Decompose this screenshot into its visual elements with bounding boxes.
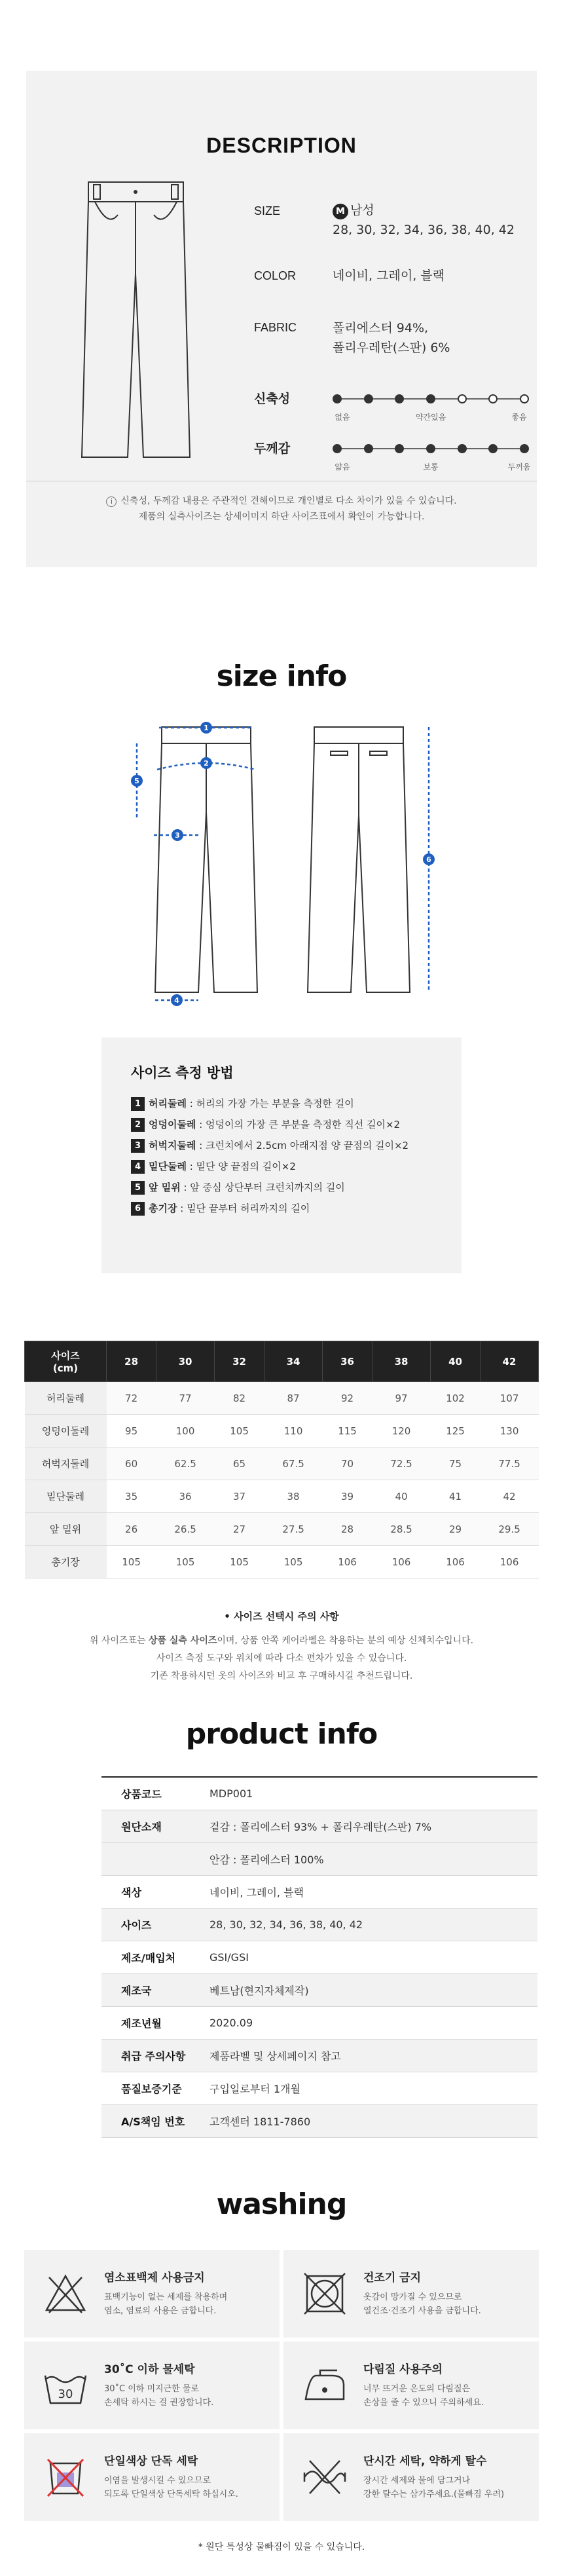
size-table-row [25, 1415, 539, 1447]
product-info-key: 제조년월 [121, 2017, 162, 2030]
size-cell: 105 [214, 1546, 264, 1578]
size-value [333, 200, 515, 240]
caution-line-2: 사이즈 측정 도구와 위치에 따라 다소 편차가 있을 수 있습니다. [156, 1653, 407, 1664]
wash-item [24, 2433, 280, 2521]
product-info-row [101, 1810, 537, 1842]
thickness-tick-low: 얇음 [335, 462, 350, 472]
size-cell: 67.5 [264, 1447, 323, 1480]
size-cell: 95 [107, 1415, 156, 1447]
size-cell: 29 [430, 1513, 480, 1546]
size-cell: 29.5 [481, 1513, 539, 1546]
size-cell: 105 [107, 1546, 156, 1578]
size-table-row [25, 1480, 539, 1513]
product-info-key: 원단소재 [101, 1810, 209, 1842]
product-info-value: 네이비, 그레이, 블랙 [209, 1886, 304, 1899]
scale-dot [395, 444, 404, 453]
size-row-label: 밑단둘레 [25, 1480, 107, 1513]
wash-item-desc: 30˚C 이하 미지근한 물로 손세탁 하시는 걸 권장합니다. [104, 2384, 214, 2408]
size-header-cell: 32 [214, 1341, 264, 1382]
size-cell: 120 [372, 1415, 431, 1447]
svg-text:30: 30 [58, 2387, 73, 2401]
size-cell: 27 [214, 1513, 264, 1546]
thickness-label: 두께감 [254, 441, 291, 456]
marker-label-4: 4 [174, 996, 179, 1005]
size-info-title: size info [216, 660, 347, 693]
size-cell: 106 [372, 1546, 431, 1578]
size-table-row [25, 1382, 539, 1415]
stretch-tick-mid: 약간있음 [415, 413, 446, 422]
size-cell: 77 [156, 1382, 215, 1415]
size-header-cell: 42 [481, 1341, 539, 1382]
no-wring-icon [300, 2453, 349, 2501]
measure-row: 3 허벅지둘레 : 크런치에서 2.5cm 아래지점 양 끝점의 길이×2 [131, 1138, 409, 1155]
size-cell: 130 [481, 1415, 539, 1447]
scale-dot [333, 444, 342, 453]
wash-item-desc: 이염을 발생시킬 수 있으므로 되도록 단일색상 단독세탁 하십시오. [104, 2476, 238, 2499]
no-tumble-dry-icon [300, 2269, 349, 2318]
measure-guide-panel [101, 1037, 462, 1273]
marker-label-6: 6 [426, 855, 431, 864]
size-row-label: 허리둘레 [25, 1382, 107, 1415]
measure-row: 4 밑단둘레 : 밑단 양 끝점의 길이×2 [131, 1159, 296, 1176]
product-info-row [101, 1875, 537, 1908]
size-label: SIZE [254, 204, 281, 217]
caution-heading: • 사이즈 선택시 주의 사항 [224, 1611, 339, 1622]
product-info-row [101, 1908, 537, 1941]
pants-front-illustration [62, 176, 209, 464]
size-header-cell: 34 [264, 1341, 323, 1382]
size-row-label: 허벅지둘레 [25, 1447, 107, 1480]
wash-item [283, 2250, 539, 2338]
wash-item-desc: 장시간 세제와 물에 담그거나 강한 탈수는 삼가주세요.(물빠짐 우려) [363, 2476, 505, 2499]
product-info-value: 구입일로부터 1개월 [209, 2082, 300, 2095]
product-info-key: 사이즈 [101, 1908, 209, 1941]
product-info-row [101, 2072, 537, 2104]
washing-title: washing [216, 2188, 347, 2221]
product-info-row [101, 1842, 537, 1875]
info-icon: i [106, 496, 117, 507]
size-header-cell: 40 [430, 1341, 480, 1382]
wash-30-icon [41, 2361, 90, 2410]
size-cell: 65 [214, 1447, 264, 1480]
product-info-value: 고객센터 1811-7860 [209, 2104, 537, 2137]
wash-item-title: 다림질 사용주의 [363, 2363, 443, 2376]
size-header-label: 사이즈 (cm) [25, 1341, 107, 1382]
size-cell: 105 [214, 1415, 264, 1447]
size-cell: 70 [322, 1447, 372, 1480]
size-cell: 106 [430, 1546, 480, 1578]
measure-row: 5 앞 밑위 : 앞 중심 상단부터 크런치까지의 길이 [131, 1180, 345, 1197]
note-line-1: 신축성, 두께감 내용은 주관적인 견해이므로 개인별로 다소 차이가 있을 수 있습니다. [120, 496, 457, 506]
note-line-2: 제품의 실측사이즈는 상세이미지 하단 사이즈표에서 확인이 가능합니다. [138, 512, 425, 522]
wash-item [283, 2342, 539, 2429]
size-cell: 38 [264, 1480, 323, 1513]
thickness-scale [333, 444, 529, 453]
fabric-line-2: 폴리우레탄(스판) 6% [333, 341, 450, 355]
size-cell: 92 [322, 1382, 372, 1415]
size-table [24, 1341, 539, 1578]
product-info-value: 안감 : 폴리에스터 100% [209, 1842, 537, 1875]
product-info-key: 취급 주의사항 [101, 2039, 209, 2072]
product-info-row [101, 2006, 537, 2039]
size-table-row [25, 1447, 539, 1480]
stretch-tick-low: 없음 [335, 413, 350, 422]
size-cell: 105 [156, 1546, 215, 1578]
wash-item [24, 2342, 280, 2429]
measure-row: 2 엉덩이둘레 : 엉덩이의 가장 큰 부분을 측정한 직선 길이×2 [131, 1117, 400, 1134]
size-badge: M [333, 204, 348, 219]
size-cell: 77.5 [481, 1447, 539, 1480]
size-header-cell: 36 [322, 1341, 372, 1382]
separate-wash-icon [41, 2453, 90, 2501]
size-row-label: 앞 밑위 [25, 1513, 107, 1546]
wash-item-desc: 너무 뜨거운 온도의 다림질은 손상을 줄 수 있으니 주의하세요. [363, 2384, 484, 2408]
size-cell: 35 [107, 1480, 156, 1513]
size-cell: 97 [372, 1382, 431, 1415]
measure-guide-title: 사이즈 측정 방법 [131, 1065, 234, 1081]
wash-item-title: 건조기 금지 [363, 2271, 422, 2285]
scale-dot [364, 444, 373, 453]
product-info-value: 겉감 : 폴리에스터 93% + 폴리우레탄(스판) 7% [209, 1810, 537, 1842]
size-cell: 106 [322, 1546, 372, 1578]
fabric-label: FABRIC [254, 321, 297, 334]
fabric-line-1: 폴리에스터 94%, [333, 321, 429, 335]
product-info-key: 품질보증기준 [121, 2082, 182, 2095]
size-cell: 28.5 [372, 1513, 431, 1546]
product-info-row [101, 2104, 537, 2137]
color-label: COLOR [254, 269, 297, 282]
description-note [26, 481, 537, 525]
product-info-key [101, 1842, 209, 1875]
product-info-key: 제조/매입처 [121, 1951, 176, 1964]
scale-dot [333, 394, 342, 403]
size-cell: 115 [322, 1415, 372, 1447]
marker-label-5: 5 [134, 777, 139, 785]
size-cell: 26.5 [156, 1513, 215, 1546]
wash-item-title: 염소표백제 사용금지 [104, 2271, 205, 2285]
thickness-tick-mid: 보통 [423, 462, 439, 472]
size-cell: 100 [156, 1415, 215, 1447]
size-cell: 102 [430, 1382, 480, 1415]
size-header-cell: 30 [156, 1341, 215, 1382]
size-cell: 41 [430, 1480, 480, 1513]
marker-label-1: 1 [204, 724, 209, 732]
size-gender: 남성 [350, 203, 374, 217]
size-cell: 27.5 [264, 1513, 323, 1546]
product-info-value: 베트남(현지자체제작) [209, 1973, 537, 2006]
caution-line-3: 기존 착용하시던 옷의 사이즈와 비교 후 구매하시길 추천드립니다. [150, 1671, 413, 1681]
size-cell: 28 [322, 1513, 372, 1546]
size-table-row [25, 1513, 539, 1546]
size-row-label: 총기장 [25, 1546, 107, 1578]
wash-item-title: 30˚C 이하 물세탁 [104, 2363, 195, 2376]
color-value: 네이비, 그레이, 블랙 [333, 269, 445, 283]
washing-note: * 원단 특성상 물빠짐이 있을 수 있습니다. [198, 2542, 365, 2552]
low-iron-icon [300, 2361, 349, 2410]
product-info-title: product info [185, 1717, 378, 1751]
scale-dot [426, 444, 435, 453]
product-info-key: 상품코드 [121, 1787, 162, 1801]
product-info-row [101, 1973, 537, 2006]
size-cell: 72.5 [372, 1447, 431, 1480]
size-cell: 42 [481, 1480, 539, 1513]
wash-item-desc: 옷감이 망가질 수 있으므로 열건조·건조기 사용을 금합니다. [363, 2292, 481, 2316]
size-diagram [128, 717, 442, 1009]
stretch-scale [333, 394, 529, 403]
description-panel [26, 71, 537, 567]
product-info-value: MDP001 [209, 1787, 253, 1800]
stretch-label: 신축성 [254, 392, 291, 406]
product-info-key: A/S책임 번호 [101, 2104, 209, 2137]
wash-item-title: 단일색상 단독 세탁 [104, 2455, 198, 2468]
marker-label-3: 3 [175, 831, 180, 840]
no-bleach-icon [41, 2269, 90, 2318]
measure-row: 1 허리둘레 : 허리의 가장 가는 부분을 측정한 길이 [131, 1096, 354, 1113]
product-info-row [101, 1777, 537, 1810]
scale-dot [458, 444, 467, 453]
caution-line-1: 위 사이즈표는 상품 실측 사이즈이며, 상품 안쪽 케어라벨은 착용하는 분의 예상 신체치수입니다. [89, 1635, 474, 1646]
product-info-value: GSI/GSI [209, 1951, 249, 1964]
wash-item [283, 2433, 539, 2521]
scale-dot [458, 394, 467, 403]
size-cell: 26 [107, 1513, 156, 1546]
product-info-row [101, 1941, 537, 1973]
size-cell: 40 [372, 1480, 431, 1513]
size-cell: 87 [264, 1382, 323, 1415]
product-info-value: 2020.09 [209, 2016, 253, 2029]
size-cell: 110 [264, 1415, 323, 1447]
product-info-key: 색상 [121, 1886, 141, 1899]
size-table-header [25, 1341, 539, 1382]
wash-item [24, 2250, 280, 2338]
size-cell: 75 [430, 1447, 480, 1480]
size-table-body [25, 1382, 539, 1578]
measure-row: 6 총기장 : 밑단 끝부터 허리까지의 길이 [131, 1201, 310, 1218]
size-cell: 60 [107, 1447, 156, 1480]
size-cell: 106 [481, 1546, 539, 1578]
scale-dot [488, 394, 498, 403]
scale-dot [520, 394, 529, 403]
scale-dot [395, 394, 404, 403]
product-info-table [101, 1776, 537, 2138]
scale-dot [520, 444, 529, 453]
thickness-tick-high: 두꺼움 [507, 462, 531, 472]
size-cell: 39 [322, 1480, 372, 1513]
product-info-row [101, 2039, 537, 2072]
size-cell: 107 [481, 1382, 539, 1415]
size-row-label: 엉덩이둘레 [25, 1415, 107, 1447]
size-cell: 72 [107, 1382, 156, 1415]
product-info-key: 제조국 [101, 1973, 209, 2006]
size-header-cell: 38 [372, 1341, 431, 1382]
stretch-tick-high: 좋음 [511, 413, 527, 422]
wash-item-title: 단시간 세탁, 약하게 탈수 [363, 2455, 487, 2468]
product-info-value: 28, 30, 32, 34, 36, 38, 40, 42 [209, 1908, 537, 1941]
size-cell: 125 [430, 1415, 480, 1447]
size-cell: 36 [156, 1480, 215, 1513]
size-cell: 105 [264, 1546, 323, 1578]
marker-label-2: 2 [204, 759, 209, 768]
product-info-value: 제품라벨 및 상세페이지 참고 [209, 2039, 537, 2072]
wash-item-desc: 표백기능이 없는 세제를 착용하며 염소, 염료의 사용은 금합니다. [104, 2292, 228, 2316]
scale-dot [426, 394, 435, 403]
size-table-row [25, 1546, 539, 1578]
size-header-cell: 28 [107, 1341, 156, 1382]
scale-dot [364, 394, 373, 403]
size-list: 28, 30, 32, 34, 36, 38, 40, 42 [333, 223, 515, 237]
fabric-value [333, 318, 450, 358]
description-title: DESCRIPTION [206, 134, 357, 157]
size-cell: 37 [214, 1480, 264, 1513]
size-cell: 82 [214, 1382, 264, 1415]
size-cell: 62.5 [156, 1447, 215, 1480]
scale-dot [488, 444, 498, 453]
